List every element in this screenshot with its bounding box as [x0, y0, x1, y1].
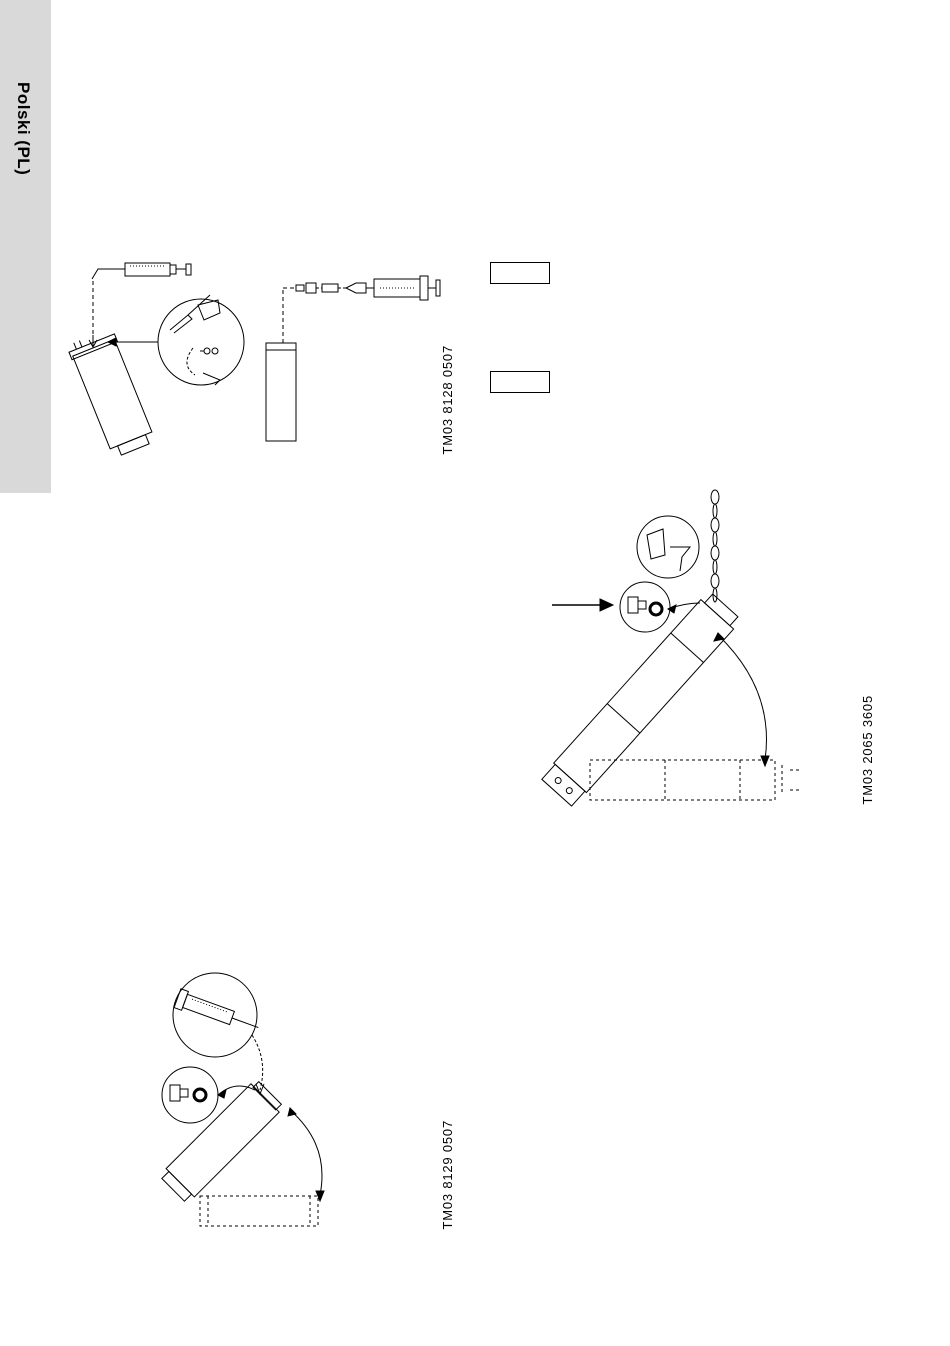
figure-3-illustration: [160, 970, 340, 1230]
motor-lying-dashed-icon: [200, 1196, 318, 1226]
language-label: Polski (PL): [14, 82, 33, 176]
motor-tilted-icon: [159, 1079, 284, 1204]
screw-detail-circle: [162, 1067, 218, 1123]
empty-label-box: [490, 371, 550, 393]
figure-2-illustration: [550, 485, 810, 805]
figure-code: TM03 2065 3605: [860, 695, 875, 805]
motor-tilted-icon: [540, 591, 741, 808]
language-side-tab: [0, 0, 51, 493]
syringe-detail-circle: [173, 973, 262, 1057]
motor-tilted-icon: [66, 327, 157, 458]
motor-lying-dashed-icon: [590, 760, 800, 800]
figure-code: TM03 8128 0507: [440, 345, 455, 455]
oil-funnel-detail-circle: [637, 516, 699, 578]
chain-icon: [711, 490, 719, 602]
empty-label-box: [490, 262, 550, 284]
syringe-icon-right: [296, 276, 440, 300]
motor-upright-icon: [266, 288, 296, 441]
detail-circle-left: [158, 295, 244, 385]
screw-detail-circle: [620, 582, 670, 632]
figure-code: TM03 8129 0507: [440, 1120, 455, 1230]
syringe-icon-left: [92, 263, 191, 279]
figure-1-illustration: [70, 255, 450, 460]
